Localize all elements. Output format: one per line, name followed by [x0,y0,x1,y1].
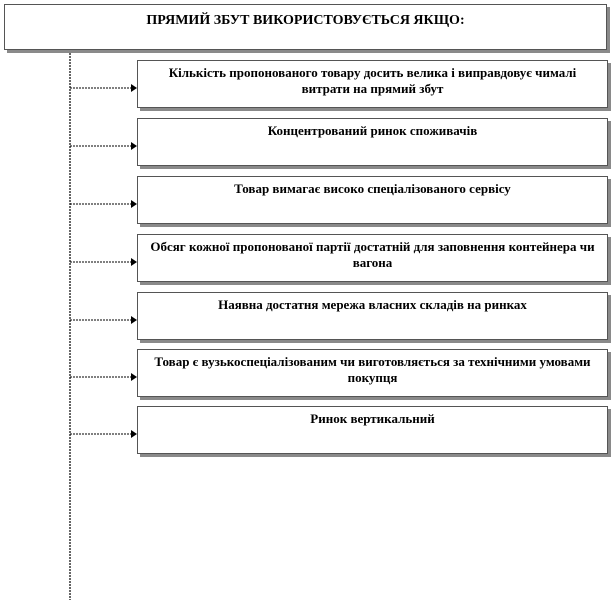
condition-text: Товар вимагає високо спеціалізованого сервісу [234,181,511,196]
condition-box-3 [137,176,608,224]
arrow-7 [70,430,137,438]
arrow-1 [70,84,137,92]
arrow-5 [70,316,137,324]
arrow-2 [70,142,137,150]
condition-text: Кількість пропонованого товару досить велика і виправдовує чималі витрати на прямий збут [168,65,577,96]
condition-box-5 [137,292,608,340]
condition-text: Наявна достатня мережа власних складів на ринках [218,297,527,312]
condition-text: Концентрований ринок споживачів [267,123,478,138]
condition-box-6 [137,349,608,397]
diagram-title-box [4,4,607,50]
arrow-6 [70,373,137,381]
condition-box-4 [137,234,608,282]
diagram-title: ПРЯМИЙ ЗБУТ ВИКОРИСТОВУЄТЬСЯ ЯКЩО: [146,13,465,28]
condition-text: Ринок вертикальний [310,411,435,426]
arrow-3 [70,200,137,208]
arrow-4 [70,258,137,266]
condition-box-2 [137,118,608,166]
condition-text: Обсяг кожної пропонованої партії достатній для заповнення контейнера чи вагона [150,239,595,270]
condition-text: Товар є вузькоспеціалізованим чи виготовляється за технічними умовами покупця [154,354,591,385]
condition-box-1 [137,60,608,108]
condition-box-7 [137,406,608,454]
